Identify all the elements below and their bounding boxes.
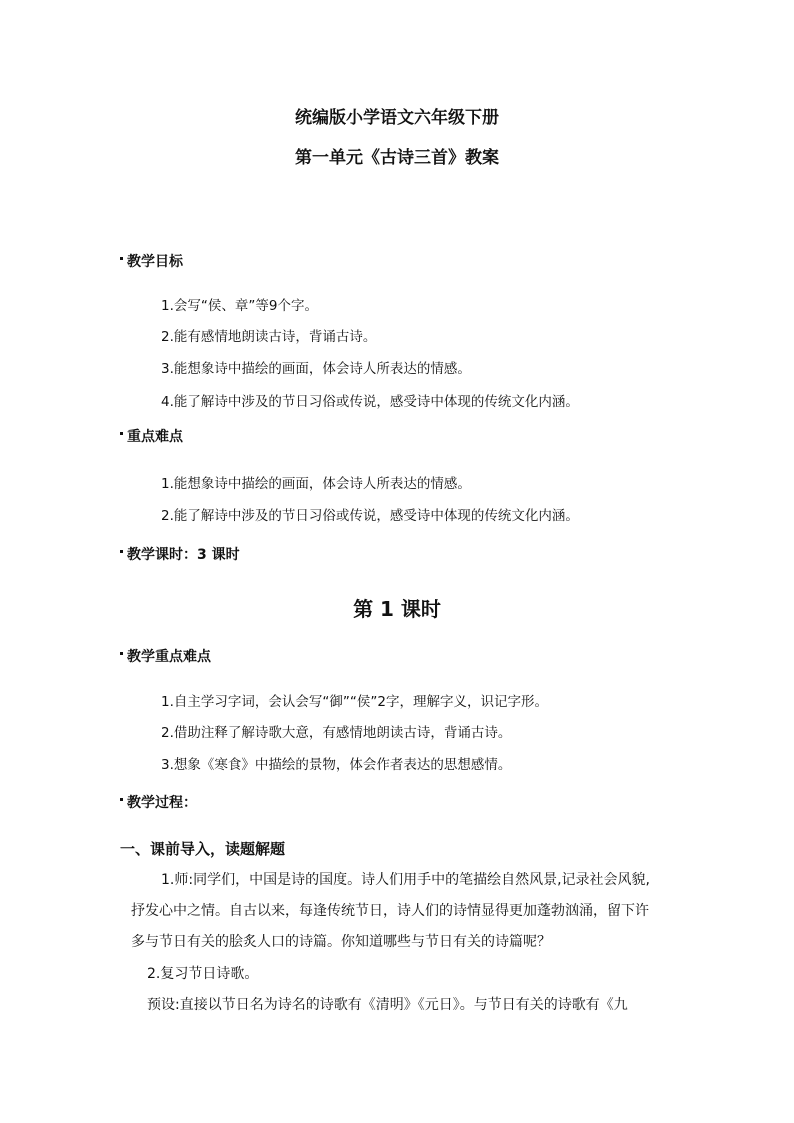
lesson-key-point-item-1: 1.自主学习字词，会认会写“御”“侯”2字，理解字义，识记字形。 (161, 694, 548, 710)
objective-item-4: 4.能了解诗中涉及的节日习俗或传说，感受诗中体现的传统文化内涵。 (161, 394, 579, 410)
objective-item-1: 1.会写“侯、章”等9个字。 (161, 298, 318, 314)
objective-item-3: 3.能想象诗中描绘的画面，体会诗人所表达的情感。 (161, 361, 471, 377)
document-title-line1: 统编版小学语文六年级下册 (295, 108, 499, 128)
process-heading: 教学过程： (120, 796, 197, 810)
paragraph1-line1: 1.师:同学们，中国是诗的国度。诗人们用手中的笔描绘自然风景,记录社会风貌, (161, 872, 650, 888)
lesson-key-point-item-3: 3.想象《寒食》中描绘的景物，体会作者表达的思想感情。 (161, 757, 512, 773)
key-point-item-2: 2.能了解诗中涉及的节日习俗或传说，感受诗中体现的传统文化内涵。 (161, 508, 579, 524)
objective-item-2: 2.能有感情地朗读古诗，背诵古诗。 (161, 329, 377, 345)
class-hours: 教学课时：3 课时 (120, 548, 240, 562)
document-title-line2: 第一单元《古诗三首》教案 (295, 148, 499, 168)
part1-heading: 一、课前导入，读题解题 (120, 840, 286, 858)
paragraph1-line2: 抒发心中之情。自古以来，每逢传统节日，诗人们的诗情显得更加蓬勃汹涌，留下许 (131, 903, 649, 919)
preset-paragraph: 预设:直接以节日名为诗名的诗歌有《清明》《元日》。与节日有关的诗歌有《九 (147, 997, 628, 1013)
section-heading-key-points: 重点难点 (120, 430, 183, 444)
paragraph1-line3: 多与节日有关的脍炙人口的诗篇。你知道哪些与节日有关的诗篇呢？ (131, 934, 551, 950)
lesson-title: 第 1 课时 (353, 597, 441, 621)
lesson-key-point-item-2: 2.借助注释了解诗歌大意，有感情地朗读古诗，背诵古诗。 (161, 725, 512, 741)
section-heading-objectives: 教学目标 (120, 255, 183, 269)
item2-review: 2.复习节日诗歌。 (147, 966, 259, 982)
section-heading-lesson-key-points: 教学重点难点 (120, 650, 211, 664)
key-point-item-1: 1.能想象诗中描绘的画面，体会诗人所表达的情感。 (161, 476, 471, 492)
